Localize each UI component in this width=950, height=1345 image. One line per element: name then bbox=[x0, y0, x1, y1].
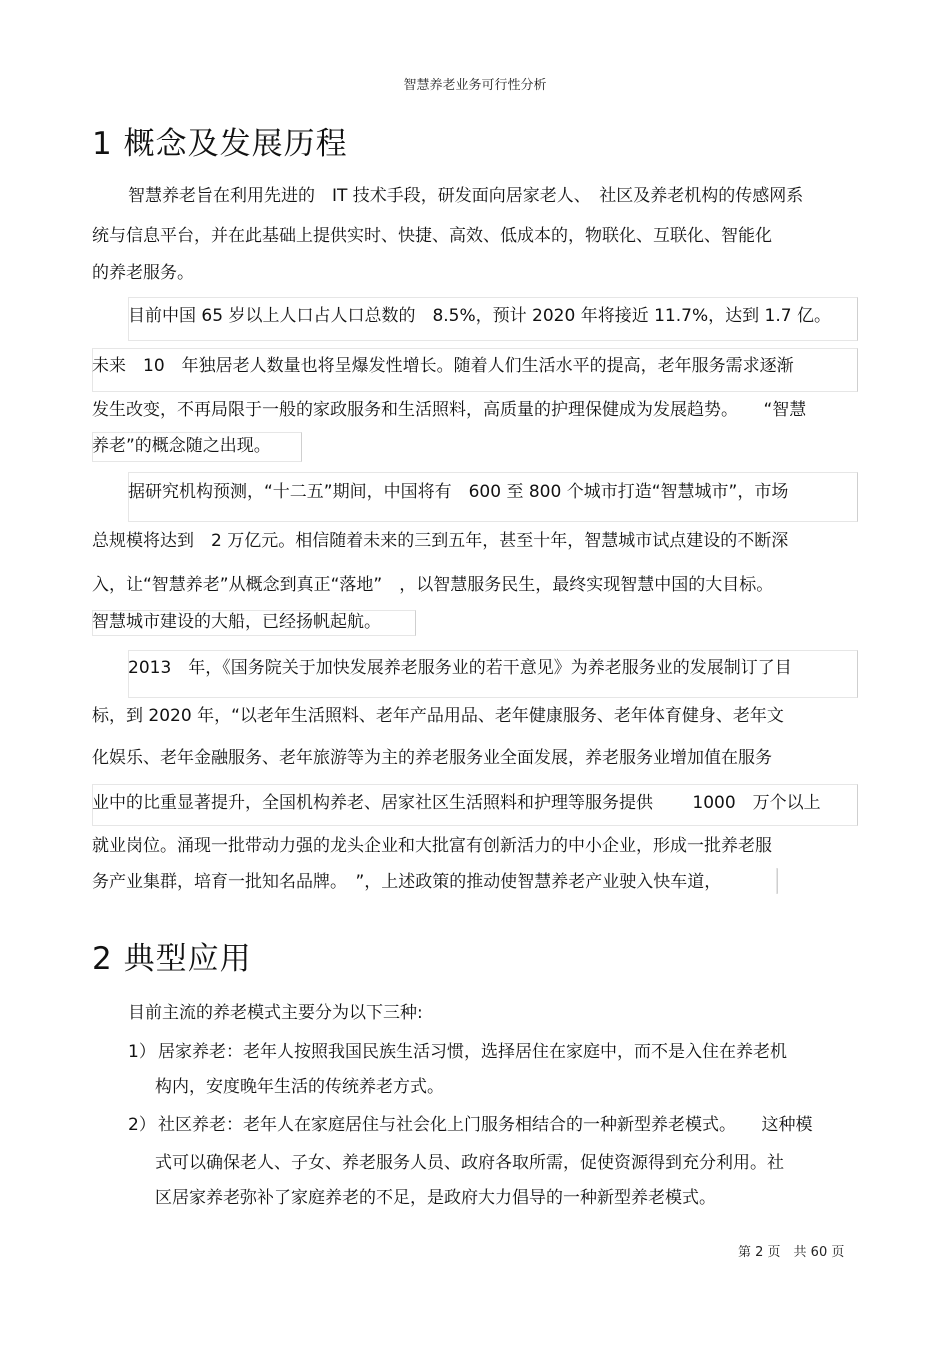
para1-line1: 智慧养老旨在利用先进的 IT 技术手段，研发面向居家老人、 社区及养老机构的传感网系 bbox=[128, 186, 804, 206]
list-item-1-line2: 构内，安度晚年生活的传统养老方式。 bbox=[155, 1077, 444, 1097]
running-head: 智慧养老业务可行性分析 bbox=[403, 78, 547, 93]
section-1-heading: 1 概念及发展历程 bbox=[92, 126, 348, 162]
para2-line4: 养老”的概念随之出现。 bbox=[92, 436, 271, 456]
para3-line3: 入，让“智慧养老”从概念到真正“落地” ，以智慧服务民生，最终实现智慧中国的大目标。 bbox=[92, 575, 774, 595]
para1-line2: 统与信息平台，并在此基础上提供实时、快捷、高效、低成本的，物联化、互联化、智能化 bbox=[92, 226, 772, 246]
section-2-intro: 目前主流的养老模式主要分为以下三种: bbox=[128, 1003, 423, 1023]
section-2-heading: 2 典型应用 bbox=[92, 941, 252, 977]
scan-box bbox=[776, 868, 778, 894]
para4-line5: 就业岗位。涌现一批带动力强的龙头企业和大批富有创新活力的中小企业，形成一批养老服 bbox=[92, 836, 772, 856]
para3-line2: 总规模将达到 2 万亿元。相信随着未来的三到五年，甚至十年，智慧城市试点建设的不断深 bbox=[92, 531, 789, 551]
para4-line2: 标，到 2020 年，“以老年生活照料、老年产品用品、老年健康服务、老年体育健身、老年文 bbox=[92, 706, 784, 726]
para4-line3: 化娱乐、老年金融服务、老年旅游等为主的养老服务业全面发展，养老服务业增加值在服务 bbox=[92, 748, 772, 768]
list-item-2-line1: 社区养老：老年人在家庭居住与社会化上门服务相结合的一种新型养老模式。 这种模 bbox=[158, 1115, 813, 1135]
para1-line3: 的养老服务。 bbox=[92, 263, 194, 283]
para3-line1: 据研究机构预测，“十二五”期间，中国将有 600 至 800 个城市打造“智慧城市”，市场 bbox=[128, 482, 789, 502]
para4-line6: 务产业集群，培育一批知名品牌。 ”，上述政策的推动使智慧养老产业驶入快车道， bbox=[92, 872, 722, 892]
page-footer: 第 2 页 共 60 页 bbox=[738, 1245, 845, 1260]
list-item-2-number: 2） bbox=[128, 1115, 156, 1135]
para4-line4: 业中的比重显著提升，全国机构养老、居家社区生活照料和护理等服务提供 1000 万个以上 bbox=[92, 793, 821, 813]
para4-line1: 2013 年，《国务院关于加快发展养老服务业的若干意见》为养老服务业的发展制订了目 bbox=[128, 658, 792, 678]
para2-line1: 目前中国 65 岁以上人口占人口总数的 8.5%，预计 2020 年将接近 11.7%，达到 1.7 亿。 bbox=[128, 306, 831, 326]
list-item-2-line2: 式可以确保老人、子女、养老服务人员、政府各取所需，促使资源得到充分利用。社 bbox=[155, 1153, 784, 1173]
para2-line3: 发生改变，不再局限于一般的家政服务和生活照料，高质量的护理保健成为发展趋势。 “智慧 bbox=[92, 400, 807, 420]
list-item-1-line1: 居家养老：老年人按照我国民族生活习惯，选择居住在家庭中，而不是入住在养老机 bbox=[158, 1042, 787, 1062]
para3-line4: 智慧城市建设的大船，已经扬帆起航。 bbox=[92, 612, 381, 632]
list-item-1-number: 1） bbox=[128, 1042, 156, 1062]
list-item-2-line3: 区居家养老弥补了家庭养老的不足，是政府大力倡导的一种新型养老模式。 bbox=[155, 1188, 716, 1208]
para2-line2: 未来 10 年独居老人数量也将呈爆发性增长。随着人们生活水平的提高，老年服务需求逐渐 bbox=[92, 356, 794, 376]
